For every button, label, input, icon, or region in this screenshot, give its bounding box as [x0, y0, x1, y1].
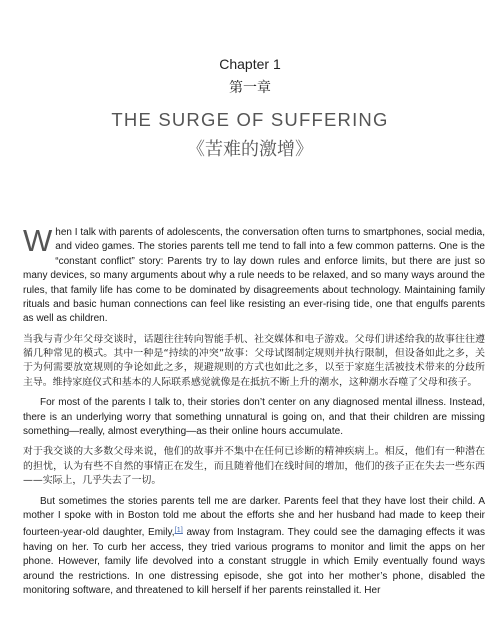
paragraph-1-text: hen I talk with parents of adolescents, the conversation often turns to smartphones, social media, and video games. The stories parents tell me tend to fall into a few common patterns. One is the “constant conflict” story: Parents try to lay down rules and enforce limits, but there are just so many devices, so many arguments about why a rule needs to be relaxed, and so many ways around the rules, that family life has come to be dominated by disagreements about technology. Maintaining family rituals and basic human connections can feel like resisting an ever-rising tide, one that engulfs parents as well as children. — [23, 227, 485, 325]
paragraph-2-chinese: 对于我交谈的大多数父母来说，他们的故事并不集中在任何已诊断的精神疾病上。相反，他们有一种潜在的担忧，认为有些不自然的事情正在发生，而且随着他们在线时间的增加，他们的孩子正在失去一些东西——实际上，几乎失去了一切。 — [23, 446, 485, 487]
footnote-link[interactable]: [1] — [174, 525, 183, 535]
paragraph-3-text-end: away from Instagram. They could see the damaging effects it was having on her. To curb her access, they tried various programs to monitor and limit the apps on her phone. However, family life devolved into a constant struggle in which Emily eventually found ways around the restrictions. In one distressing episode, she got into her mother’s phone, disabled the monitoring software, and threatened to kill herself if her parents reinstalled it. Her — [23, 527, 485, 596]
drop-cap: W — [23, 223, 53, 258]
chapter-label-chinese: 第一章 — [229, 80, 271, 96]
chapter-title: THE SURGE OF SUFFERING — [111, 109, 389, 130]
chapter-label: Chapter 1 — [219, 56, 281, 72]
paragraph-3 — [23, 495, 485, 599]
paragraph-1 — [23, 223, 485, 327]
paragraph-1-chinese: 当我与青少年父母交谈时，话题往往转向智能手机、社交媒体和电子游戏。父母们讲述给我的故事往往遵循几种常见的模式。其中一种是“持续的冲突”故事：父母试图制定规则并执行限制，但设备如此之多，关于为何需要放宽规则的争论如此之多，规避规则的方式也如此之多，以至于家庭生活被技术带来的分歧所主导。维持家庭仪式和基本的人际联系感觉就像是在抵抗不断上升的潮水，这种潮水吞噬了父母和孩子。 — [23, 333, 485, 388]
paragraph-3-text-start: But sometimes the stories parents tell me are darker. Parents feel that they have lost their child. A mother I spoke with in Boston told me about the efforts she and her husband had made to keep their fourteen-year-old daughter, Emily, — [23, 495, 485, 539]
chapter-body — [23, 223, 485, 604]
paragraph-2: For most of the parents I talk to, their stories don’t center on any diagnosed mental illness. Instead, there is an underlying worry that something unnatural is going on, and that their children are missing something—really, almost everything—as their online hours accumulate. — [23, 397, 485, 438]
chapter-title-chinese: 《苦难的激增》 — [187, 139, 313, 160]
